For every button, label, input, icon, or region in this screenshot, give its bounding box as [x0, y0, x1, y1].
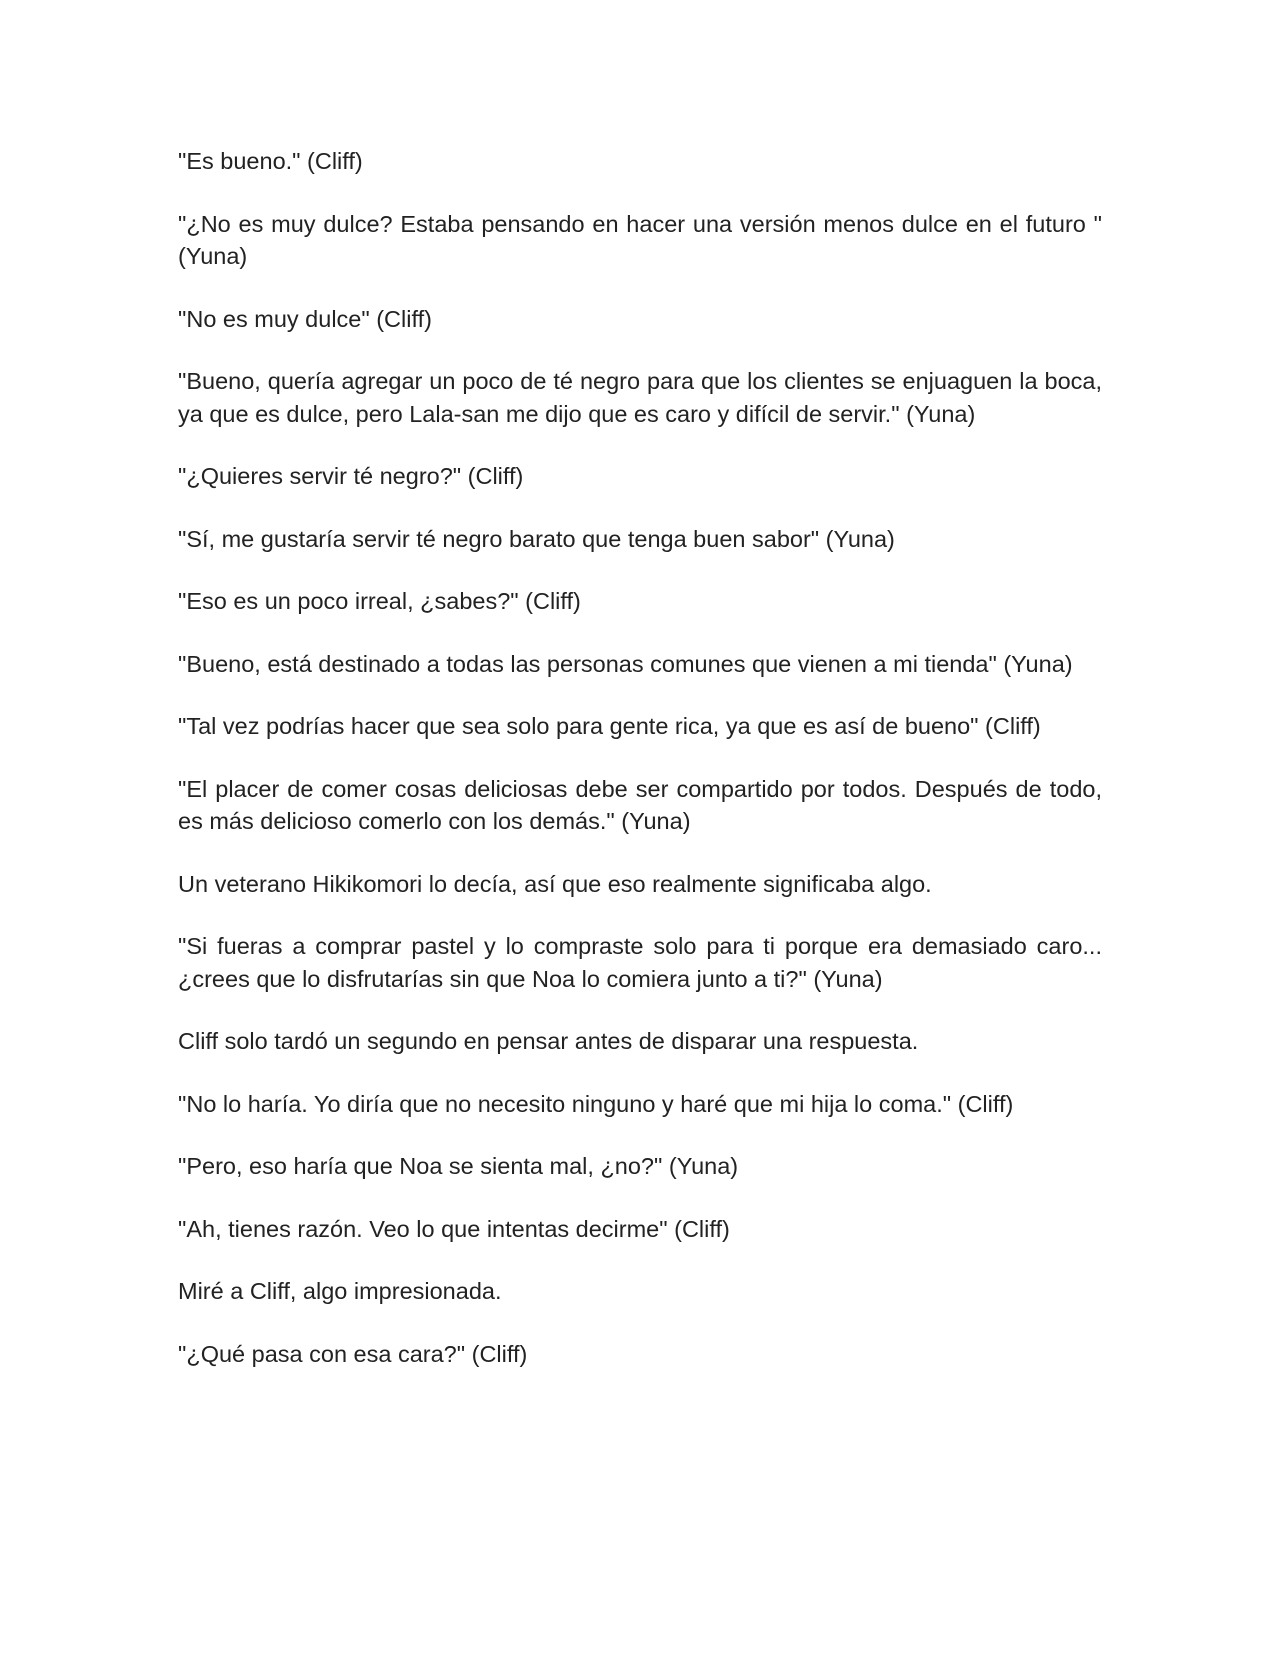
- paragraph-18: "¿Qué pasa con esa cara?" (Cliff): [178, 1340, 528, 1367]
- paragraph-6: "Sí, me gustaría servir té negro barato que tenga buen sabor" (Yuna): [178, 525, 895, 552]
- paragraph-12: "Si fueras a comprar pastel y lo compraste solo para ti porque era demasiado caro... ¿crees que lo disfrutarías sin que Noa lo comiera junto a ti?" (Yuna): [178, 933, 1102, 992]
- paragraph-10: "El placer de comer cosas deliciosas debe ser compartido por todos. Después de todo, es más delicioso comerlo con los demás." (Yuna): [178, 775, 1102, 834]
- paragraph-17: Miré a Cliff, algo impresionada.: [178, 1278, 502, 1304]
- paragraph-15: "Pero, eso haría que Noa se sienta mal, ¿no?" (Yuna): [178, 1153, 739, 1179]
- paragraph-14: "No lo haría. Yo diría que no necesito ninguno y haré que mi hija lo coma." (Cliff): [178, 1090, 1014, 1117]
- paragraph-2: "¿No es muy dulce? Estaba pensando en hacer una versión menos dulce en el futuro " (Yuna): [178, 210, 1102, 269]
- paragraph-5: "¿Quieres servir té negro?" (Cliff): [178, 463, 524, 489]
- paragraph-8: "Bueno, está destinado a todas las personas comunes que vienen a mi tienda" (Yuna): [178, 650, 1073, 677]
- document-body: [178, 145, 1102, 1400]
- paragraph-9: "Tal vez podrías hacer que sea solo para gente rica, ya que es así de bueno" (Cliff): [178, 713, 1041, 739]
- paragraph-16: "Ah, tienes razón. Veo lo que intentas decirme" (Cliff): [178, 1215, 730, 1242]
- paragraph-1: "Es bueno." (Cliff): [178, 148, 363, 174]
- paragraph-4: "Bueno, quería agregar un poco de té negro para que los clientes se enjuaguen la boca, ya que es dulce, pero Lala-san me dijo que es caro y difícil de servir." (Yuna): [178, 368, 1102, 427]
- paragraph-13: Cliff solo tardó un segundo en pensar antes de disparar una respuesta.: [178, 1028, 919, 1054]
- paragraph-11: Un veterano Hikikomori lo decía, así que eso realmente significaba algo.: [178, 870, 932, 897]
- paragraph-3: "No es muy dulce" (Cliff): [178, 305, 432, 332]
- paragraph-7: "Eso es un poco irreal, ¿sabes?" (Cliff): [178, 588, 581, 614]
